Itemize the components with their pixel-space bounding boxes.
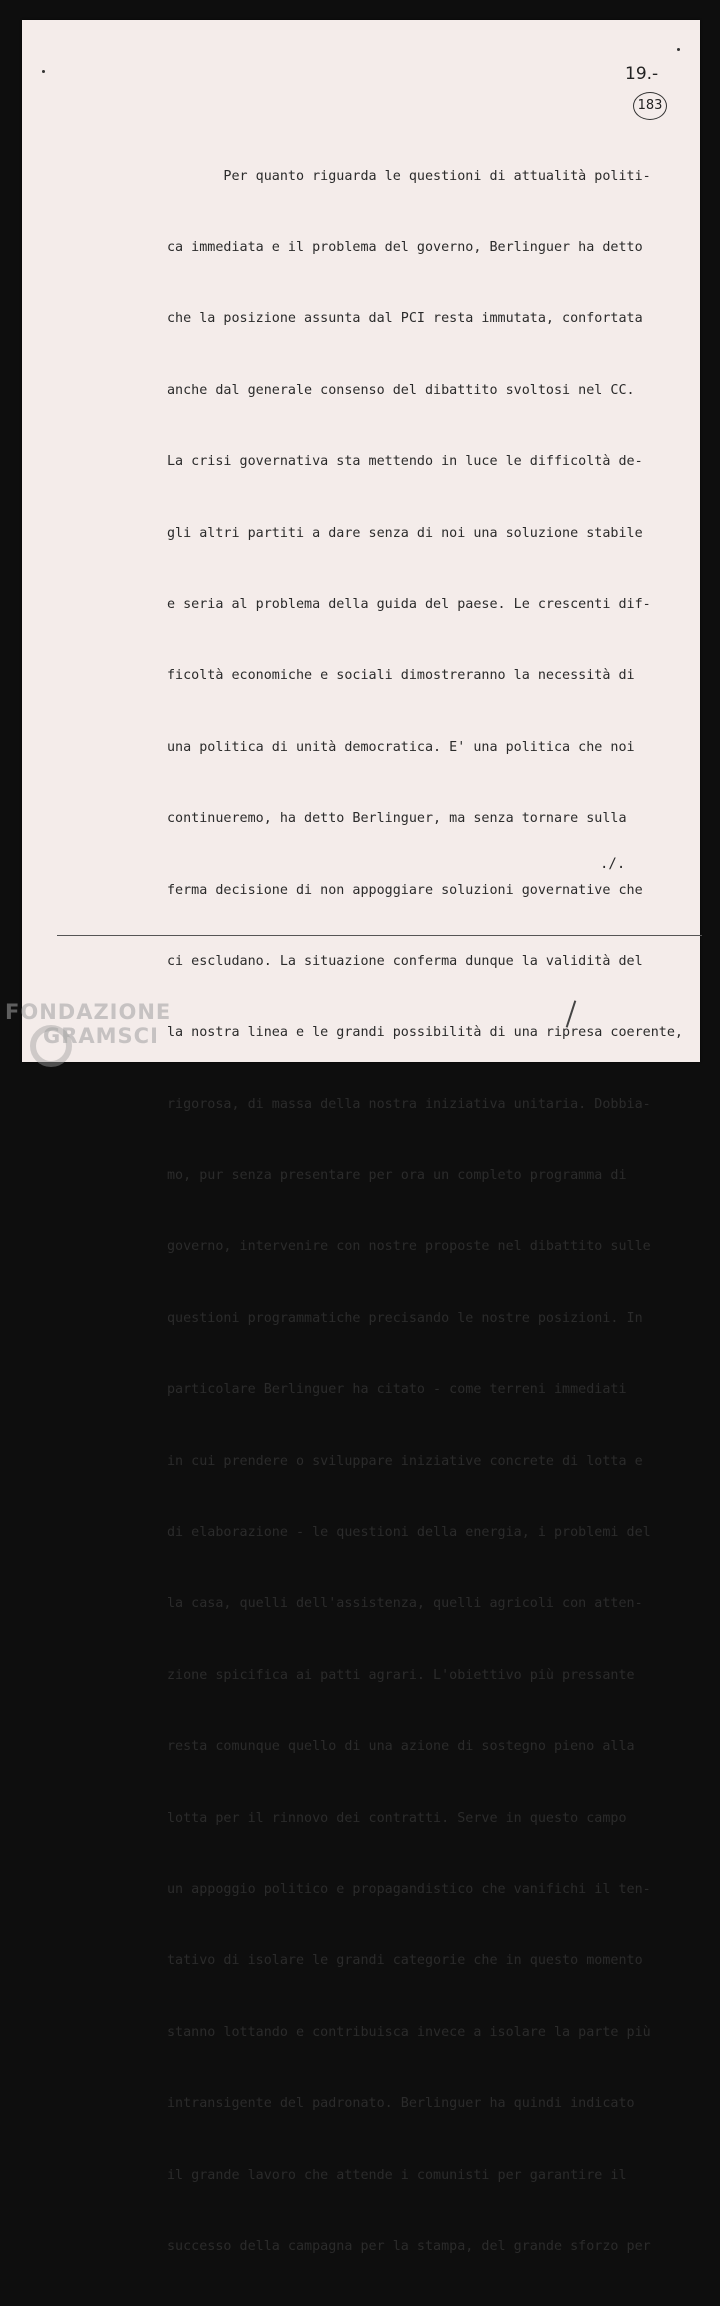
punch-dot (42, 70, 45, 73)
text-line: ferma decisione di non appoggiare soluzioni governative che (167, 882, 643, 898)
watermark (5, 1000, 171, 1048)
text-line: e seria al problema della guida del paese. Le crescenti dif- (167, 596, 651, 612)
text-line: lotta per il rinnovo dei contratti. Serve in questo campo (167, 1810, 627, 1826)
page-number: 19.- (625, 64, 659, 84)
text-line: la nostra linea e le grandi possibilità di una ripresa coerente, (167, 1025, 683, 1041)
text-line: il grande lavoro che attende i comunisti per garantire il (167, 2167, 627, 2183)
text-line: Per quanto riguarda le questioni di attualità politi- (167, 168, 651, 184)
text-line: la casa, quelli dell'assistenza, quelli agricoli con atten- (167, 1596, 643, 1612)
text-line: questioni programmatiche precisando le nostre posizioni. In (167, 1310, 643, 1326)
text-line: resta comunque quello di una azione di sostegno pieno alla (167, 1739, 635, 1755)
text-line: governo, intervenire con nostre proposte nel dibattito sulle (167, 1239, 651, 1255)
watermark-line2: GRAMSCI (43, 1024, 159, 1048)
divider-line (57, 935, 702, 936)
watermark-line1: FONDAZIONE (5, 1000, 172, 1024)
text-line: mo, pur senza presentare per ora un completo programma di (167, 1168, 627, 1184)
text-line: ci escludano. La situazione conferma dunque la validità del (167, 953, 643, 969)
text-line: intransigente del padronato. Berlinguer ha quindi indicato (167, 2096, 635, 2112)
text-line: un appoggio politico e propagandistico che vanifichi il ten- (167, 1881, 651, 1897)
text-line: in cui prendere o sviluppare iniziative concrete di lotta e (167, 1453, 643, 1469)
punch-dot (677, 48, 680, 51)
text-line: zione spicifica ai patti agrari. L'obiettivo più pressante (167, 1667, 635, 1683)
text-line: successo della campagna per la stampa, del grande sforzo per (167, 2238, 651, 2254)
document-sheet (22, 20, 700, 2254)
text-line: una politica di unità democratica. E' una politica che noi (167, 739, 635, 755)
text-line: che la posizione assunta dal PCI resta immutata, confortata (167, 311, 643, 327)
text-line: gli altri partiti a dare senza di noi una soluzione stabile (167, 525, 643, 541)
text-line: tativo di isolare le grandi categorie che in questo momento (167, 1953, 643, 1969)
typewritten-text (167, 117, 683, 2306)
text-line: anche dal generale consenso del dibattito svoltosi nel CC. (167, 382, 635, 398)
text-line: La crisi governativa sta mettendo in luce le difficoltà de- (167, 454, 643, 470)
archive-number-stamp: 183 (633, 92, 667, 120)
text-line: rigorosa, di massa della nostra iniziativa unitaria. Dobbia- (167, 1096, 651, 1112)
text-line: continueremo, ha detto Berlinguer, ma senza tornare sulla (167, 811, 627, 827)
text-line: ficoltà economiche e sociali dimostreranno la necessità di (167, 668, 635, 684)
text-line: di elaborazione - le questioni della energia, i problemi del (167, 1525, 651, 1541)
text-line: ca immediata e il problema del governo, Berlinguer ha detto (167, 239, 643, 255)
text-line: particolare Berlinguer ha citato - come terreni immediati (167, 1382, 627, 1398)
continuation-mark: ./. (600, 856, 626, 872)
text-line: stanno lottando e contribuisca invece a isolare la parte più (167, 2024, 651, 2040)
